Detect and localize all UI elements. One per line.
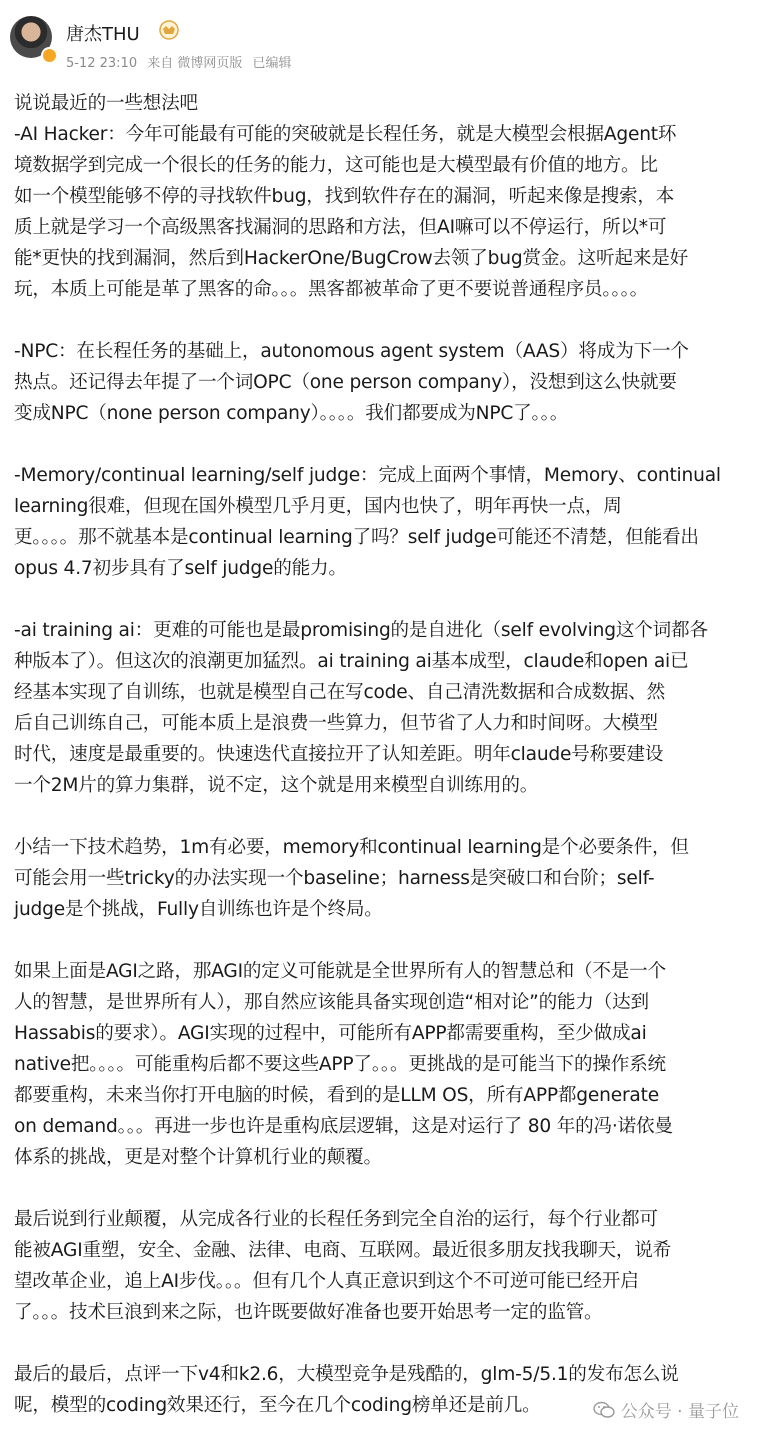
- post-text-line: -AI Hacker：今年可能最有可能的突破就是长程任务，就是大模型会根据Agent环: [14, 124, 677, 145]
- post-text-line: 呢，模型的coding效果还行，至今在几个coding榜单还是前几。: [14, 1395, 541, 1416]
- wechat-icon: [593, 1401, 615, 1419]
- post-text-line: 最后的最后，点评一下v4和k2.6，大模型竞争是残酷的，glm-5/5.1的发布怎么说: [14, 1364, 679, 1385]
- post-header: [10, 12, 750, 72]
- post-text-line: -NPC：在长程任务的基础上，autonomous agent system（AAS）将成为下一个: [14, 341, 689, 362]
- post-text-line: 体系的挑战，更是对整个计算机行业的颠覆。: [14, 1147, 382, 1168]
- post-text-line: 种版本了）。但这次的浪潮更加猛烈。ai training ai基本成型，claude和open ai已: [14, 651, 689, 672]
- post-text-line: native把。。。。可能重构后都不要这些APP了。。。更挑战的是可能当下的操作系统: [14, 1054, 666, 1075]
- post-text-line: on demand。。。再进一步也许是重构底层逻辑，这是对运行了 80 年的冯·诺依曼: [14, 1116, 673, 1137]
- post-paragraph: [14, 1204, 754, 1328]
- post-text-line: 一个2M片的算力集群，说不定，这个就是用来模型自训练用的。: [14, 775, 539, 796]
- vip-badge-icon: [158, 20, 180, 40]
- post-paragraph: [14, 832, 754, 925]
- edited-label[interactable]: 已编辑: [252, 56, 292, 71]
- post-text-line: 如果上面是AGI之路，那AGI的定义可能就是全世界所有人的智慧总和（不是一个: [14, 961, 666, 982]
- post-text-line: 能*更快的找到漏洞，然后到HackerOne/BugCrow去领了bug赏金。这听起来是好: [14, 248, 688, 269]
- post-text-line: 经基本实现了自训练，也就是模型自己在写code、自己清洗数据和合成数据、然: [14, 682, 666, 703]
- post-text-line: 望改革企业，追上AI步伐。。。但有几个人真正意识到这个不可逆可能已经开启: [14, 1271, 639, 1292]
- post-source: 来自 微博网页版: [147, 56, 243, 71]
- post-paragraph: [14, 615, 754, 801]
- post-paragraph: [14, 460, 754, 584]
- post-text-line: 玩，本质上可能是革了黑客的命。。。黑客都被革命了更不要说普通程序员。。。。: [14, 279, 649, 300]
- post-meta: [66, 52, 298, 71]
- post-text-line: 热点。还记得去年提了一个词OPC（one person company），没想到这么快就要: [14, 372, 677, 393]
- post-timestamp[interactable]: 5-12 23:10: [66, 56, 138, 71]
- post-text-line: 质上就是学习一个高级黑客找漏洞的思路和方法，但AI嘛可以不停运行，所以*可: [14, 217, 667, 238]
- post-paragraph: [14, 88, 754, 305]
- post-text-line: 都要重构，未来当你打开电脑的时候，看到的是LLM OS，所有APP都generate: [14, 1085, 659, 1106]
- post-text-line: 更。。。。那不就基本是continual learning了吗？self judge可能还不清楚，但能看出: [14, 527, 699, 548]
- post-text-line: 境数据学到完成一个很长的任务的能力，这可能也是大模型最有价值的地方。比: [14, 155, 658, 176]
- post-text-line: learning很难，但现在国外模型几乎月更，国内也快了，明年再快一点，周: [14, 496, 622, 517]
- post-text-line: 说说最近的一些想法吧: [14, 93, 198, 114]
- post-text-line: 如一个模型能够不停的寻找软件bug，找到软件存在的漏洞，听起来像是搜索，本: [14, 186, 675, 207]
- post-body: [14, 88, 754, 1452]
- post-paragraph: [14, 336, 754, 429]
- watermark-text: 公众号 · 量子位: [620, 1402, 739, 1422]
- post-text-line: Hassabis的要求）。AGI实现的过程中，可能所有APP都需要重构，至少做成ai: [14, 1023, 647, 1044]
- post-text-line: 了。。。技术巨浪到来之际，也许既要做好准备也要开始思考一定的监管。: [14, 1302, 603, 1323]
- username[interactable]: 唐杰THU: [66, 24, 140, 45]
- post-text-line: 人的智慧，是世界所有人），那自然应该能具备实现创造“相对论”的能力（达到: [14, 992, 649, 1013]
- post-text-line: -Memory/continual learning/self judge：完成上面两个事情，Memory、continual: [14, 465, 721, 486]
- post-text-line: 最后说到行业颠覆，从完成各行业的长程任务到完全自治的运行，每个行业都可: [14, 1209, 658, 1230]
- verified-badge-icon: [41, 47, 58, 64]
- post-text-line: 可能会用一些tricky的办法实现一个baseline；harness是突破口和台阶；self-: [14, 868, 655, 889]
- post-text-line: 后自己训练自己，可能本质上是浪费一些算力，但节省了人力和时间呀。大模型: [14, 713, 658, 734]
- post-text-line: 变成NPC（none person company）。。。。我们都要成为NPC了。。。: [14, 403, 569, 424]
- post-text-line: -ai training ai：更难的可能也是最promising的是自进化（self evolving这个词都各: [14, 620, 708, 641]
- watermark: [589, 1395, 743, 1424]
- post-text-line: judge是个挑战，Fully自训练也许是个终局。: [14, 899, 383, 920]
- post-text-line: 能被AGI重塑，安全、金融、法律、电商、互联网。最近很多朋友找我聊天，说希: [14, 1240, 672, 1261]
- post-text-line: 小结一下技术趋势，1m有必要，memory和continual learning是个必要条件，但: [14, 837, 689, 858]
- post-text-line: opus 4.7初步具有了self judge的能力。: [14, 558, 347, 579]
- post-paragraph: [14, 956, 754, 1173]
- post-text-line: 时代，速度是最重要的。快速迭代直接拉开了认知差距。明年claude号称要建设: [14, 744, 664, 765]
